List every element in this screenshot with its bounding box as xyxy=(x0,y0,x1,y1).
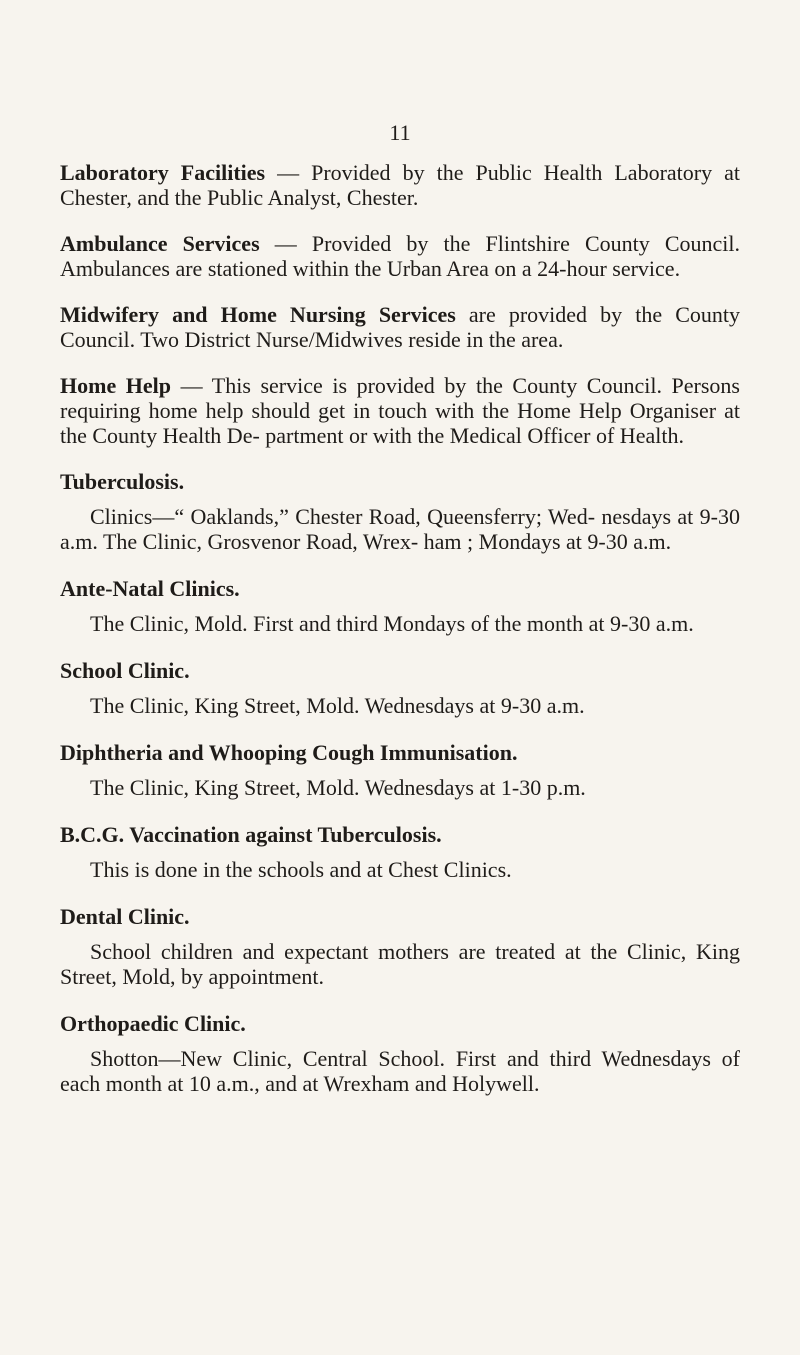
section-body: This is done in the schools and at Chest Clinics. xyxy=(90,857,512,882)
section-orthopaedic-clinic xyxy=(60,1011,740,1096)
section-title: Orthopaedic Clinic. xyxy=(60,1011,246,1036)
paragraph-text: — This service is provided by the County Council. Persons requiring home help should get in touch with the Home Help Organiser at the County Health De- partment or with the Medical Officer of Health. xyxy=(60,373,740,448)
section-body: The Clinic, King Street, Mold. Wednesdays at 1-30 p.m. xyxy=(90,775,586,800)
section-title: School Clinic. xyxy=(60,658,190,683)
paragraph-home-help xyxy=(60,373,740,448)
paragraph-laboratory-facilities xyxy=(60,160,740,210)
paragraph-heading: Ambulance Services xyxy=(60,231,260,256)
section-body: The Clinic, King Street, Mold. Wednesdays at 9-30 a.m. xyxy=(90,693,585,718)
document-content xyxy=(60,160,740,1118)
section-ante-natal-clinics xyxy=(60,576,740,636)
section-title: B.C.G. Vaccination against Tuberculosis. xyxy=(60,822,442,847)
section-body: Clinics—“ Oaklands,” Chester Road, Queensferry; Wed- nesdays at 9-30 a.m. The Clinic, Grosvenor Road, Wrex- ham ; Mondays at 9-30 a.m. xyxy=(60,504,740,554)
section-dental-clinic xyxy=(60,904,740,989)
section-bcg-vaccination xyxy=(60,822,740,882)
paragraph-midwifery-home-nursing xyxy=(60,302,740,352)
page-number: 11 xyxy=(389,120,411,145)
section-body: School children and expectant mothers are treated at the Clinic, King Street, Mold, by appointment. xyxy=(60,939,740,989)
paragraph-heading: Midwifery and Home Nursing Services xyxy=(60,302,456,327)
section-title: Tuberculosis. xyxy=(60,469,185,494)
paragraph-heading: Home Help xyxy=(60,373,172,398)
section-title: Dental Clinic. xyxy=(60,904,190,929)
section-school-clinic xyxy=(60,658,740,718)
section-title: Ante-Natal Clinics. xyxy=(60,576,240,601)
paragraph-text: — Provided by the Flintshire County Council. Ambulances are stationed within the Urban Area on a 24-hour service. xyxy=(60,231,740,281)
paragraph-text: — Provided by the Public Health Laboratory at Chester, and the Public Analyst, Chester. xyxy=(60,160,740,210)
paragraph-ambulance-services xyxy=(60,231,740,281)
paragraph-heading: Laboratory Facilities xyxy=(60,160,266,185)
section-body: The Clinic, Mold. First and third Mondays of the month at 9-30 a.m. xyxy=(90,611,694,636)
paragraph-text: are provided by the County Council. Two District Nurse/Midwives reside in the area. xyxy=(60,302,740,352)
section-body: Shotton—New Clinic, Central School. First and third Wednesdays of each month at 10 a.m., and at Wrexham and Holywell. xyxy=(60,1046,740,1096)
section-diphtheria-immunisation xyxy=(60,740,740,800)
section-title: Diphtheria and Whooping Cough Immunisation. xyxy=(60,740,518,765)
section-tuberculosis xyxy=(60,469,740,554)
